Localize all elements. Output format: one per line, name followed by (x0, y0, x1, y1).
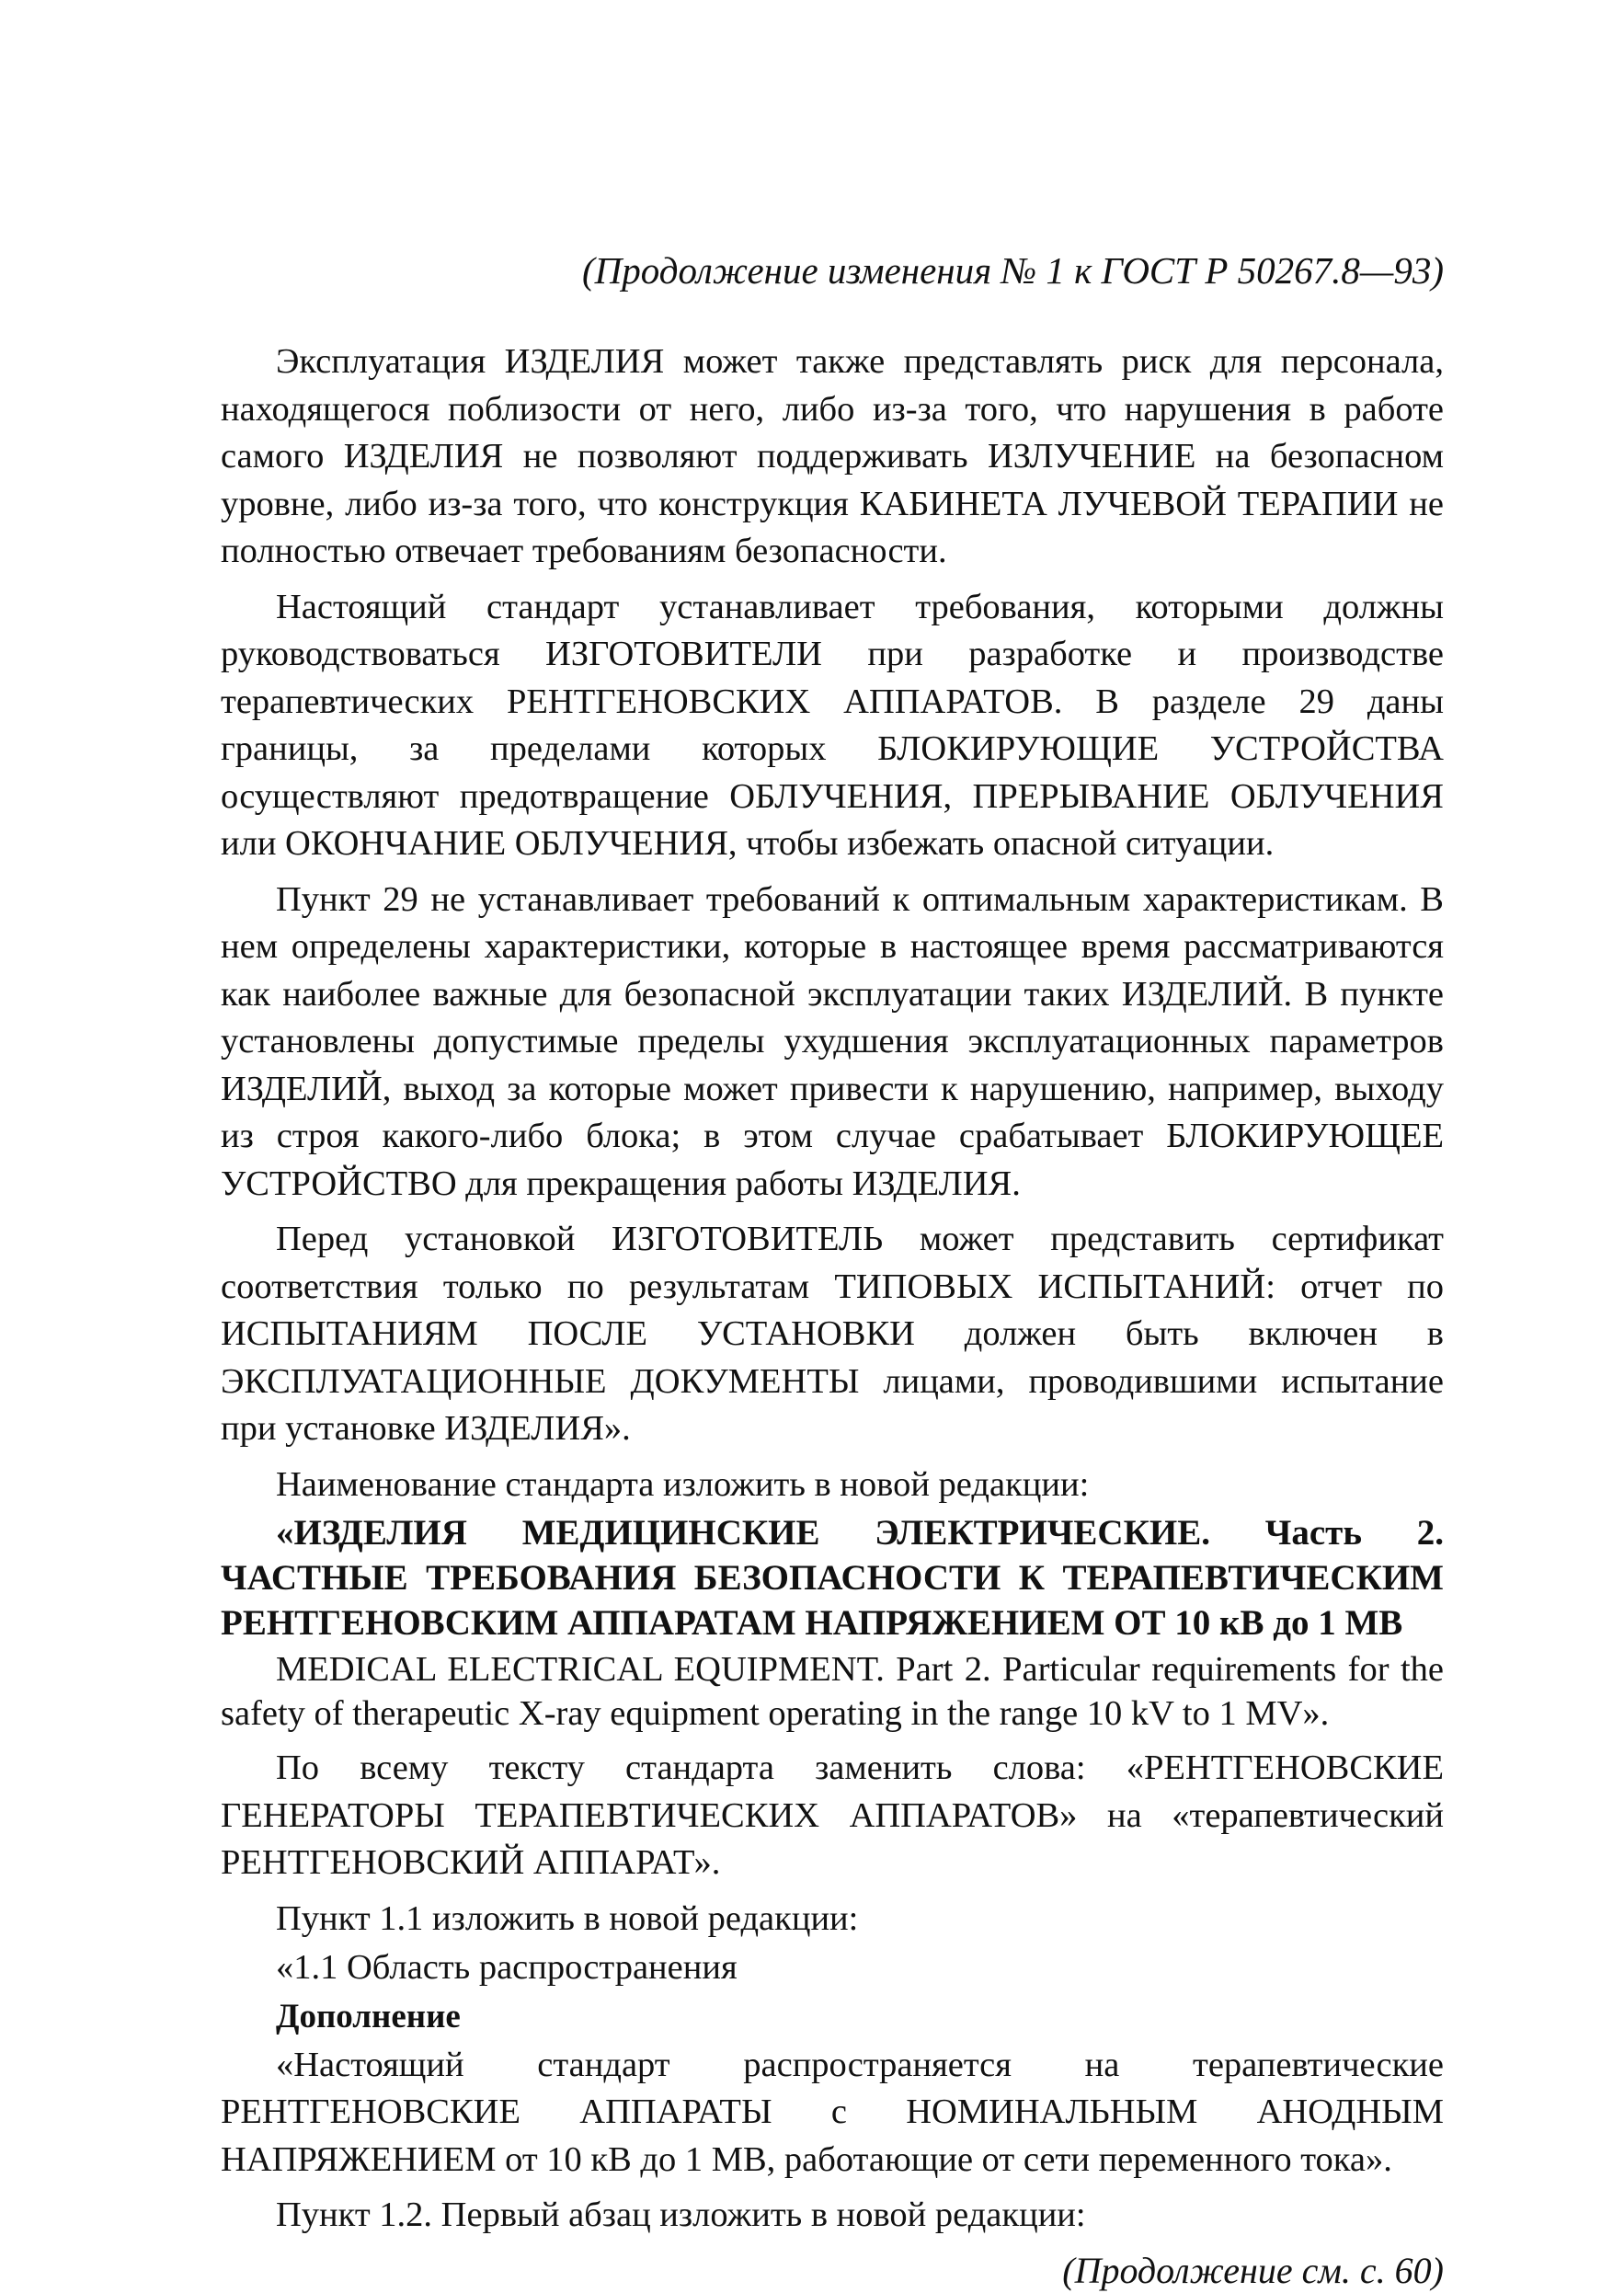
paragraph-clause-1-1-title: «1.1 Область распространения (276, 1948, 738, 1987)
paragraph-clause-1-2-intro: Пункт 1.2. Первый абзац изложить в новой редакции: (276, 2196, 1086, 2234)
paragraph-replace-words: По всему тексту стандарта заменить слова: «РЕНТГЕНОВСКИЕ ГЕНЕРАТОРЫ ТЕРАПЕВТИЧЕСКИХ АППАРАТОВ» на «терапевтический РЕНТГЕНОВСКИЙ АППАРАТ». (221, 1748, 1444, 1882)
paragraph-operation-risk: Эксплуатация ИЗДЕЛИЯ может также представлять риск для персонала, находящегося поблизости от него, либо из-за того, что нарушения в работе самого ИЗДЕЛИЯ не позволяют поддерживать ИЗЛУЧЕНИЕ на безопасном уровне, либо из-за того, что конструкция КАБИНЕТА ЛУЧЕВОЙ ТЕРАПИИ не полностью отвечает требованиям безопасности. (221, 342, 1444, 570)
document-page (221, 248, 1444, 2293)
standard-title-english: MEDICAL ELECTRICAL EQUIPMENT. Part 2. Particular requirements for the safety of therapeutic X-ray equipment operating in the range 10 kV to 1 MV». (221, 1650, 1444, 1733)
continuation-footer: (Продолжение см. с. 60) (1062, 2249, 1444, 2291)
continuation-header: (Продолжение изменения № 1 к ГОСТ Р 50267.8—93) (582, 249, 1444, 292)
addition-label: Дополнение (276, 1997, 461, 2035)
paragraph-clause-1-1-intro: Пункт 1.1 изложить в новой редакции: (276, 1898, 859, 1938)
standard-title-russian: «ИЗДЕЛИЯ МЕДИЦИНСКИЕ ЭЛЕКТРИЧЕСКИЕ. Часть 2. ЧАСТНЫЕ ТРЕБОВАНИЯ БЕЗОПАСНОСТИ К ТЕРАПЕВТИЧЕСКИМ РЕНТГЕНОВСКИМ АППАРАТАМ НАПРЯЖЕНИЕМ ОТ 10 кВ до 1 МВ (221, 1513, 1444, 1643)
paragraph-scope: «Настоящий стандарт распространяется на терапевтические РЕНТГЕНОВСКИЕ АППАРАТЫ с НОМИНАЛЬНЫМ АНОДНЫМ НАПРЯЖЕНИЕМ от 10 кВ до 1 МВ, работающие от сети переменного тока». (221, 2045, 1444, 2179)
paragraph-installation-certificate: Перед установкой ИЗГОТОВИТЕЛЬ может представить сертификат соответствия только по результатам ТИПОВЫХ ИСПЫТАНИЙ: отчет по ИСПЫТАНИЯМ ПОСЛЕ УСТАНОВКИ должен быть включен в ЭКСПЛУАТАЦИОННЫЕ ДОКУМЕНТЫ лицами, проводившими испытание при установке ИЗДЕЛИЯ». (221, 1220, 1444, 1448)
paragraph-standard-requirements: Настоящий стандарт устанавливает требования, которыми должны руководствоваться ИЗГОТОВИТЕЛИ при разработке и производстве терапевтических РЕНТГЕНОВСКИХ АППАРАТОВ. В разделе 29 даны границы, за пределами которых БЛОКИРУЮЩИЕ УСТРОЙСТВА осуществляют предотвращение ОБЛУЧЕНИЯ, ПРЕРЫВАНИЕ ОБЛУЧЕНИЯ или ОКОНЧАНИЕ ОБЛУЧЕНИЯ, чтобы избежать опасной ситуации. (221, 587, 1444, 863)
paragraph-title-change-intro: Наименование стандарта изложить в новой редакции: (276, 1464, 1090, 1504)
paragraph-clause-29: Пункт 29 не устанавливает требований к оптимальным характеристикам. В нем определены характеристики, которые в настоящее время рассматриваются как наиболее важные для безопасной эксплуатации таких ИЗДЕЛИЙ. В пункте установлены допустимые пределы ухудшения эксплуатационных параметров ИЗДЕЛИЙ, выход за которые может привести к нарушению, например, выходу из строя какого-либо блока; в этом случае срабатывает БЛОКИРУЮЩЕЕ УСТРОЙСТВО для прекращения работы ИЗДЕЛИЯ. (221, 879, 1444, 1203)
